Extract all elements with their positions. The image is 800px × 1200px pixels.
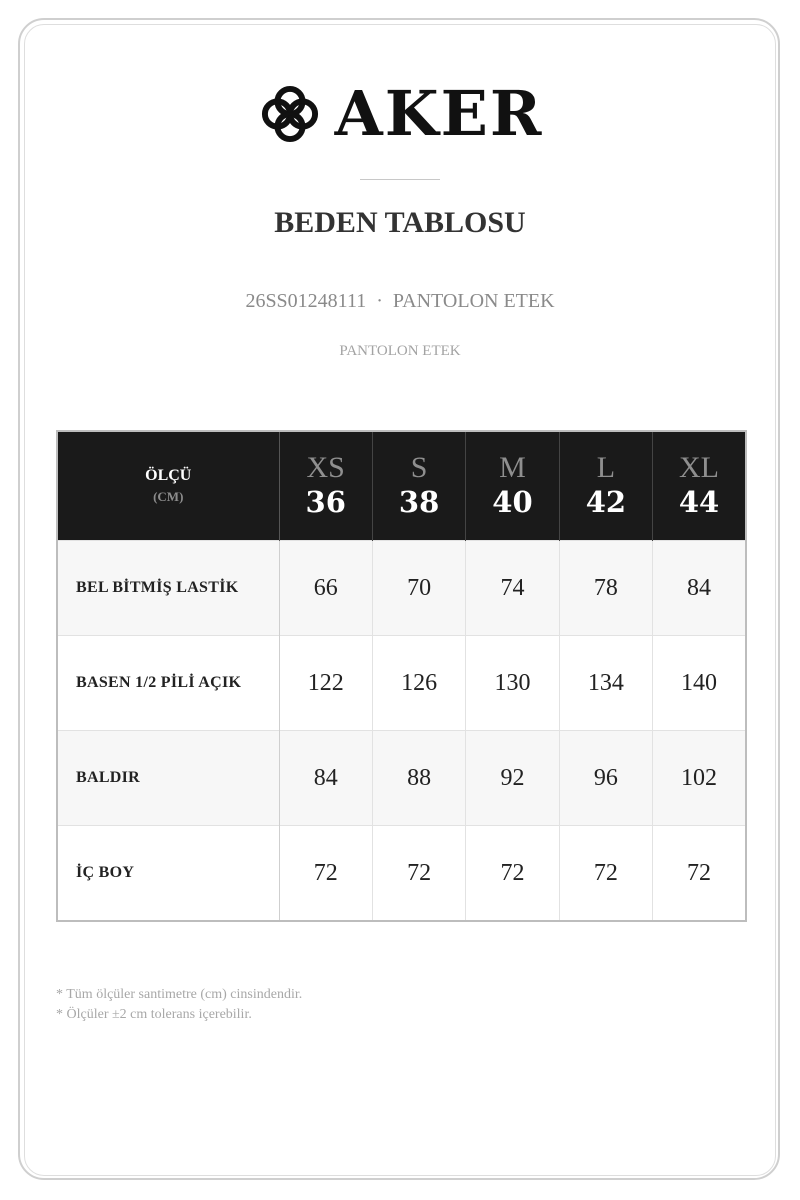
- table-header-row: [57, 431, 746, 541]
- size-number: 36: [305, 484, 346, 519]
- table-cell: 92: [466, 731, 559, 826]
- table-cell: 134: [559, 636, 652, 731]
- brand-logo: [0, 78, 800, 150]
- header-label-cell: [57, 431, 279, 541]
- table-row: [57, 541, 746, 636]
- row-label: İÇ BOY: [57, 826, 279, 922]
- size-header-m: [466, 431, 559, 541]
- size-header-xs: [279, 431, 372, 541]
- footnote: * Tüm ölçüler santimetre (cm) cinsindendir.: [56, 987, 303, 1002]
- table-row: [57, 636, 746, 731]
- size-header-xl: [653, 431, 746, 541]
- title-divider: [360, 179, 440, 180]
- size-table: [56, 430, 747, 922]
- table-cell: 72: [653, 826, 746, 922]
- size-letter: XS: [306, 450, 345, 484]
- product-category: PANTOLON ETEK: [339, 343, 461, 359]
- footnote: * Ölçüler ±2 cm tolerans içerebilir.: [56, 1007, 252, 1022]
- product-name: PANTOLON ETEK: [392, 290, 555, 312]
- table-cell: 126: [372, 636, 465, 731]
- product-line: [0, 290, 800, 313]
- row-label: BEL BİTMİŞ LASTİK: [57, 541, 279, 636]
- header-label: ÖLÇÜ: [145, 467, 192, 484]
- footnotes: [56, 985, 302, 1025]
- table-cell: 66: [279, 541, 372, 636]
- row-label: BALDIR: [57, 731, 279, 826]
- table-cell: 96: [559, 731, 652, 826]
- size-number: 44: [678, 484, 720, 519]
- table-row: [57, 731, 746, 826]
- table-row: [57, 826, 746, 922]
- brand-wordmark: AKER: [334, 77, 544, 150]
- size-letter: XL: [679, 450, 719, 484]
- table-cell: 72: [279, 826, 372, 922]
- table-cell: 122: [279, 636, 372, 731]
- size-letter: S: [410, 450, 428, 484]
- size-number: 38: [398, 484, 440, 519]
- table-cell: 74: [466, 541, 559, 636]
- size-header-l: [559, 431, 652, 541]
- interlaced-rings-knot-icon: [257, 81, 323, 147]
- size-letter: L: [596, 450, 616, 484]
- table-cell: 78: [559, 541, 652, 636]
- table-cell: 102: [653, 731, 746, 826]
- table-cell: 72: [466, 826, 559, 922]
- product-code: 26SS01248111: [245, 290, 367, 312]
- table-cell: 72: [372, 826, 465, 922]
- table-cell: 72: [559, 826, 652, 922]
- row-label: BASEN 1/2 PİLİ AÇIK: [57, 636, 279, 731]
- table-cell: 140: [653, 636, 746, 731]
- table-cell: 130: [466, 636, 559, 731]
- header-unit: (CM): [153, 489, 184, 504]
- table-cell: 84: [279, 731, 372, 826]
- size-letter: M: [499, 450, 526, 484]
- size-number: 40: [492, 484, 533, 519]
- table-cell: 84: [653, 541, 746, 636]
- page-title: BEDEN TABLOSU: [274, 206, 526, 239]
- size-header-s: [372, 431, 465, 541]
- size-number: 42: [585, 484, 627, 519]
- table-cell: 70: [372, 541, 465, 636]
- table-cell: 88: [372, 731, 465, 826]
- product-separator: ·: [376, 290, 383, 312]
